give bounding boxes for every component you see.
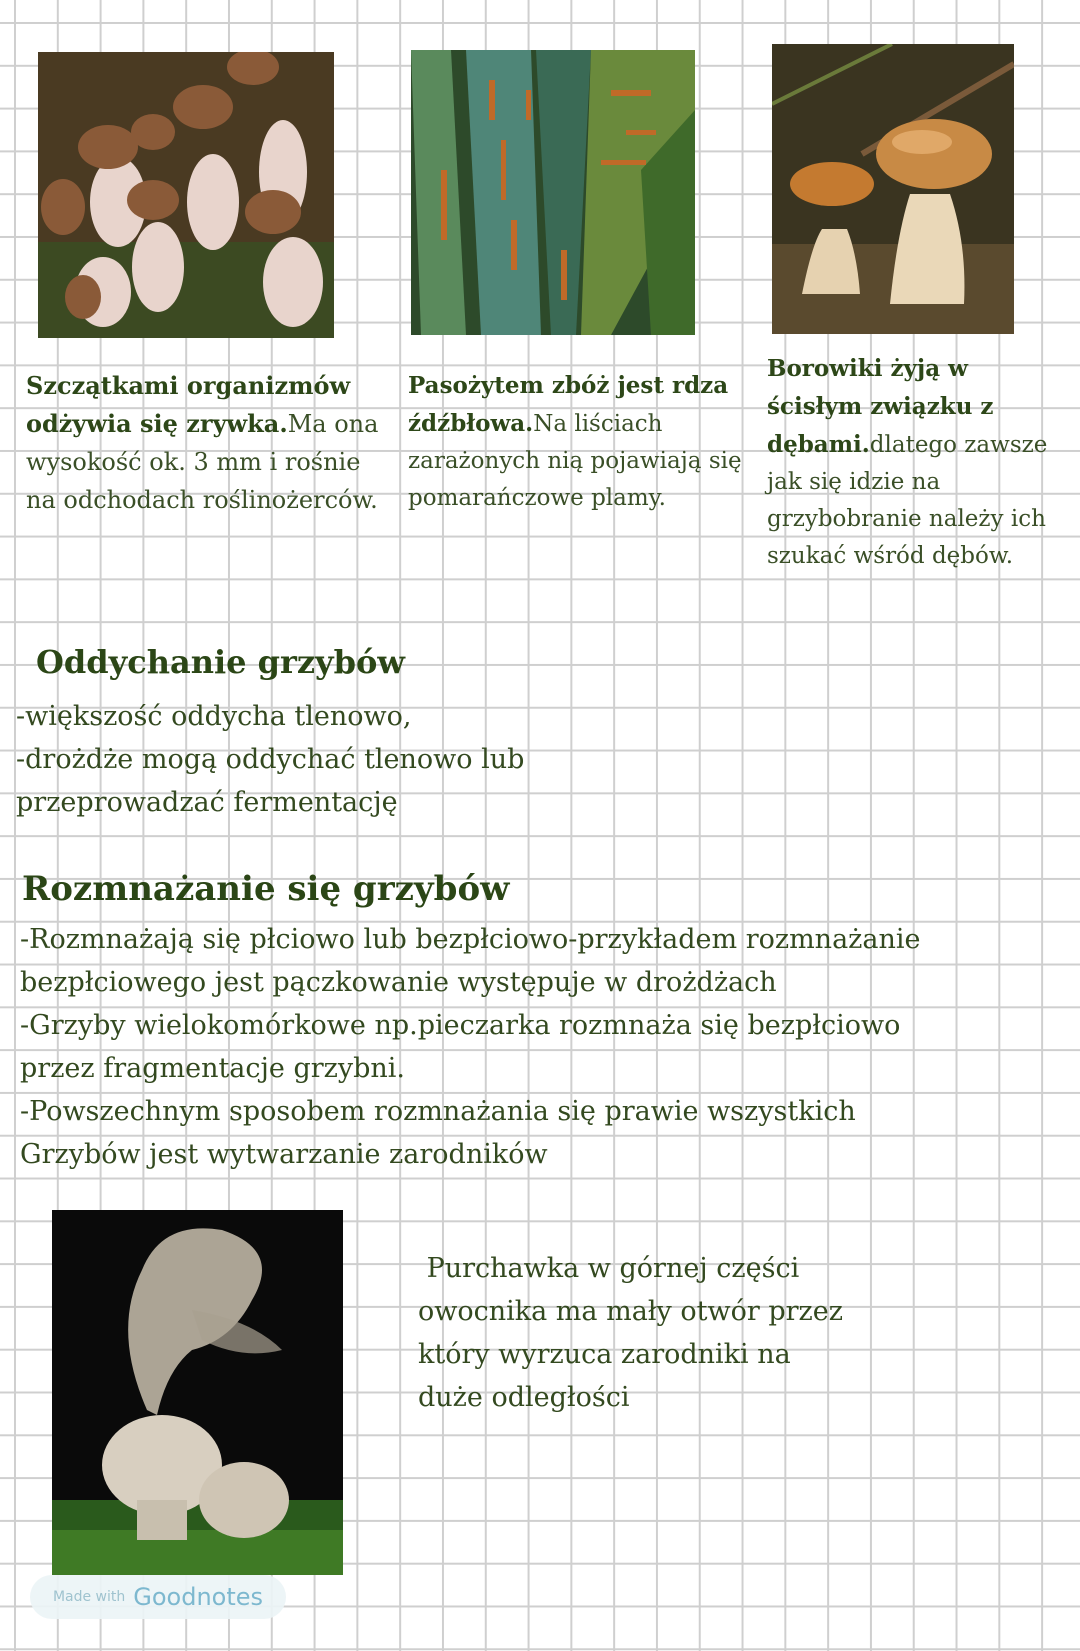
caption-zrywka-text: Ma ona wysokość ok. 3 mm i rośnie na odchodach roślinożerców. [26,410,379,514]
goodnotes-badge [30,1575,286,1619]
rozmnazanie-line: -Grzyby wielokomórkowe np.pieczarka rozmnaża się bezpłciowo [20,1010,901,1041]
rdza-zdzblowa-photo [411,50,695,335]
caption-rdza-bold: Pasożytem zbóż jest rdza źdźbłowa. [408,372,729,437]
caption-borowiki-text: dlatego zawsze jak się idzie na grzybobranie należy ich szukać wśród dębów. [767,432,1048,569]
heading-oddychanie: Oddychanie grzybów [36,643,405,681]
rozmnazanie-text [20,918,1060,1176]
oddychanie-line: -drożdże mogą oddychać tlenowo lub [16,744,525,775]
badge-small-text: Made with [52,1589,126,1605]
caption-rdza-text: Na liściach zarażonych nią pojawiają się pomarańczowe plamy. [408,411,742,511]
purchawka-line: duże odległości [418,1382,630,1413]
zrywka-photo [38,52,334,338]
purchawka-photo [52,1210,343,1575]
caption-rdza [408,367,748,517]
rozmnazanie-line: bezpłciowego jest pączkowanie występuje w drożdżach [20,967,777,998]
oddychanie-text [16,695,716,824]
rozmnazanie-line: -Powszechnym sposobem rozmnażania się prawie wszystkich [20,1096,856,1127]
purchawka-text [418,1247,1018,1419]
oddychanie-line: -większość oddycha tlenowo, [16,701,412,732]
heading-rozmnazanie: Rozmnażanie się grzybów [22,869,510,909]
rozmnazanie-line: -Rozmnażają się płciowo lub bezpłciowo-przykładem rozmnażanie [20,924,921,955]
borowiki-photo [772,44,1014,334]
badge-brand-text: Goodnotes [133,1583,264,1611]
purchawka-line: który wyrzuca zarodniki na [418,1339,791,1370]
caption-zrywka [26,367,396,519]
oddychanie-line: przeprowadzać fermentację [16,787,398,818]
rozmnazanie-line: Grzybów jest wytwarzanie zarodników [20,1139,548,1170]
caption-borowiki-bold: Borowiki żyją w ścisłym związku z dębami. [767,355,994,458]
rozmnazanie-line: przez fragmentacje grzybni. [20,1053,406,1084]
purchawka-line: owocnika ma mały otwór przez [418,1296,843,1327]
caption-zrywka-bold: Szczątkami organizmów odżywia się zrywka. [26,371,351,438]
caption-borowiki [767,350,1057,575]
purchawka-line: Purchawka w górnej części [418,1253,800,1284]
